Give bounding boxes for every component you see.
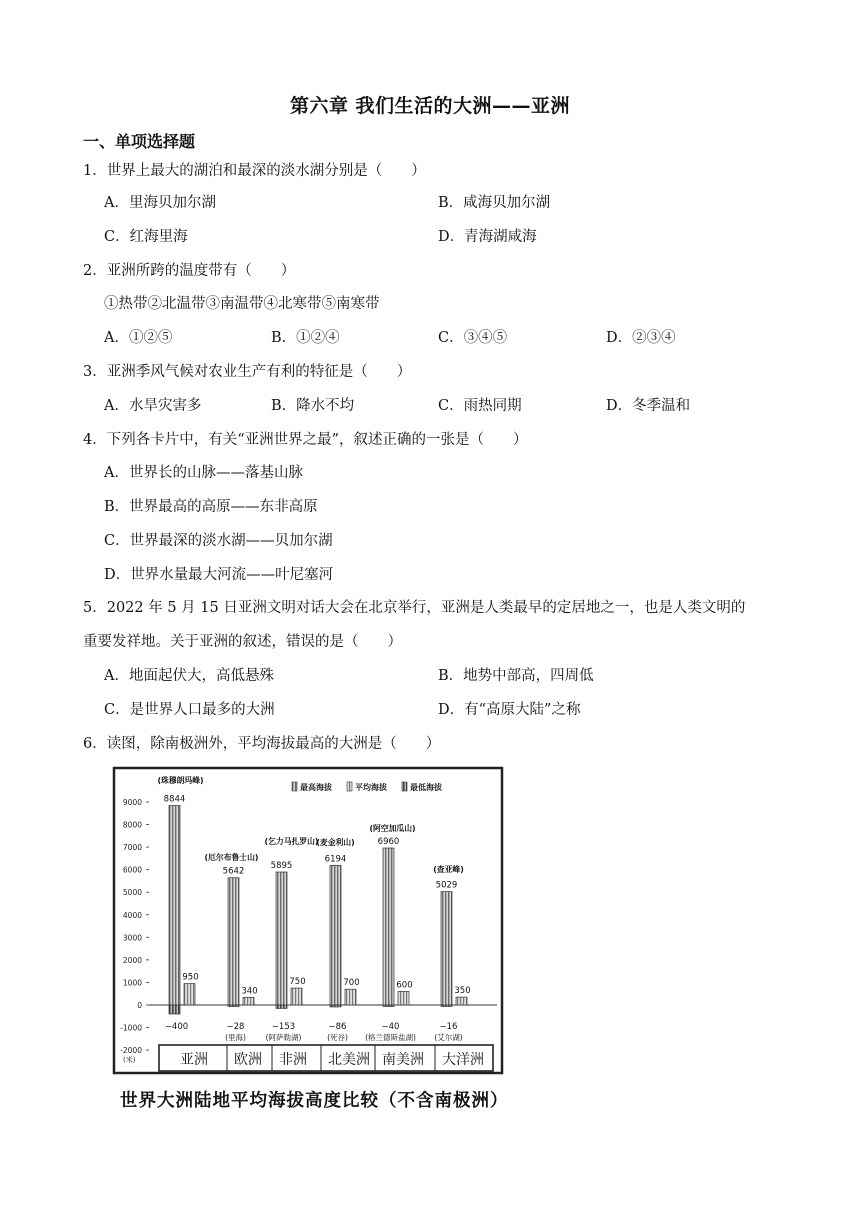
bar-avg-2 [291, 988, 302, 1005]
elevation-chart-svg [112, 765, 504, 1075]
legend-swatch [292, 782, 297, 791]
q3-option-b[interactable]: B．降水不均 [271, 398, 355, 414]
question-1-stem: 1．世界上最大的湖泊和最深的淡水湖分别是（ ） [83, 163, 426, 179]
q4-option-d[interactable]: D．世界水量最大河流——叶尼塞河 [104, 567, 334, 583]
label-max-value: 6194 [324, 854, 347, 865]
q5-option-a[interactable]: A．地面起伏大，高低悬殊 [104, 668, 274, 684]
label-max-place: (麦金利山) [316, 838, 355, 847]
label-avg-value: 600 [396, 980, 413, 991]
legend-label: 平均海拔 [355, 783, 387, 792]
q2-option-a[interactable]: A．①②⑤ [104, 330, 173, 346]
y-tick-label: 9000 [122, 798, 142, 807]
section-heading: 一、单项选择题 [83, 132, 196, 151]
category-label: 南美洲 [382, 1052, 424, 1068]
y-tick-label: 2000 [122, 955, 142, 965]
chart-caption: 世界大洲陆地平均海拔高度比较（不含南极洲） [120, 1091, 509, 1111]
question-5-stem-line1: 5．2022 年 5 月 15 日亚洲文明对话大会在北京举行，亚洲是人类最早的定居地之一，也是人类文明的 [83, 600, 746, 616]
y-tick-label: 1000 [122, 978, 142, 988]
q1-option-c[interactable]: C．红海里海 [104, 229, 188, 245]
bar-min-3 [330, 1005, 341, 1007]
bar-min-1 [228, 1005, 239, 1007]
bar-max-0 [169, 806, 180, 1005]
q4-option-a[interactable]: A．世界长的山脉——落基山脉 [104, 465, 303, 481]
q2-option-d[interactable]: D．②③④ [606, 330, 676, 346]
label-avg-value: 340 [241, 986, 258, 997]
legend-label: 最低海拔 [410, 783, 442, 792]
label-max-place: (珠穆朗玛峰) [157, 776, 204, 785]
q1-option-a[interactable]: A．里海贝加尔湖 [104, 195, 216, 211]
bar-max-3 [330, 865, 341, 1005]
page-title: 第六章 我们生活的大洲——亚洲 [289, 95, 571, 117]
bar-avg-4 [398, 991, 409, 1005]
q2-sub-items: ①热带②北温带③南温带④北寒带⑤南寒带 [104, 296, 380, 312]
label-max-value: 6960 [377, 837, 400, 848]
label-min-place: (死谷) [327, 1033, 348, 1042]
y-tick-label: 8000 [122, 820, 142, 830]
label-max-value: 5642 [222, 866, 245, 877]
label-avg-value: 750 [289, 977, 306, 988]
label-min-place: (艾尔湖) [434, 1033, 463, 1042]
question-5-stem-line2: 重要发祥地。关于亚洲的叙述，错误的是（ ） [83, 634, 402, 650]
elevation-chart [112, 765, 504, 1075]
q2-option-b[interactable]: B．①②④ [271, 330, 340, 346]
category-label: 亚洲 [180, 1052, 208, 1068]
bar-min-0 [169, 1005, 180, 1014]
question-4-stem: 4．下列各卡片中，有关“亚洲世界之最”，叙述正确的一张是（ ） [83, 432, 528, 448]
label-min-value: −86 [328, 1022, 347, 1032]
bar-max-1 [228, 878, 239, 1005]
legend-label: 最高海拔 [300, 783, 332, 792]
label-avg-value: 350 [454, 986, 471, 997]
q4-option-c[interactable]: C．世界最深的淡水湖——贝加尔湖 [104, 533, 333, 549]
category-label: 大洋洲 [442, 1052, 484, 1068]
y-tick-label: -1000 [120, 1023, 142, 1033]
y-tick-label: 7000 [122, 843, 142, 853]
q4-option-b[interactable]: B．世界最高的高原——东非高原 [104, 499, 318, 515]
y-tick-label: 3000 [122, 933, 142, 943]
label-max-value: 5029 [435, 880, 458, 891]
q1-option-b[interactable]: B．咸海贝加尔湖 [438, 195, 551, 211]
category-label: 欧洲 [234, 1052, 262, 1068]
bar-min-5 [441, 1005, 452, 1007]
bar-min-2 [276, 1005, 287, 1008]
bar-max-5 [441, 892, 452, 1005]
label-max-place: (乞力马扎罗山) [264, 837, 319, 846]
question-6-stem: 6．读图，除南极洲外，平均海拔最高的大洲是（ ） [83, 736, 441, 752]
q5-option-d[interactable]: D．有“高原大陆”之称 [438, 702, 581, 718]
label-avg-value: 700 [343, 978, 360, 989]
label-min-value: −400 [164, 1022, 189, 1032]
label-avg-value: 950 [182, 972, 199, 983]
label-min-value: −40 [381, 1022, 400, 1032]
label-max-value: 8844 [163, 794, 186, 805]
label-min-value: −153 [271, 1022, 296, 1032]
category-label: 非洲 [279, 1052, 307, 1068]
y-tick-label: -2000 [120, 1046, 142, 1056]
legend-swatch [402, 782, 407, 791]
question-3-stem: 3．亚洲季风气候对农业生产有利的特征是（ ） [83, 364, 412, 380]
label-max-value: 5895 [270, 861, 293, 872]
bar-min-4 [383, 1005, 394, 1007]
q2-option-c[interactable]: C．③④⑤ [438, 330, 508, 346]
bar-avg-5 [456, 997, 467, 1005]
q5-option-b[interactable]: B．地势中部高，四周低 [438, 668, 594, 684]
bar-avg-0 [184, 984, 195, 1005]
q5-option-c[interactable]: C．是世界人口最多的大洲 [104, 702, 275, 718]
q1-option-d[interactable]: D．青海湖咸海 [438, 229, 537, 245]
y-tick-label: 6000 [122, 865, 142, 875]
y-tick-label: 0 [137, 1001, 142, 1010]
label-min-place: (阿萨勒湖) [265, 1033, 302, 1042]
q3-option-c[interactable]: C．雨热同期 [438, 398, 522, 414]
label-max-place: (厄尔布鲁士山) [204, 853, 259, 862]
label-max-place: (阿空加瓜山) [369, 824, 416, 833]
y-tick-label: 5000 [122, 888, 142, 898]
question-2-stem: 2．亚洲所跨的温度带有（ ） [83, 263, 296, 279]
label-min-value: −16 [439, 1022, 458, 1032]
label-min-place: (里海) [225, 1033, 246, 1042]
category-label: 北美洲 [328, 1052, 370, 1068]
legend-swatch [347, 782, 352, 791]
y-axis-unit: (米) [123, 1056, 136, 1065]
y-tick-label: 4000 [122, 910, 142, 920]
label-max-place: (查亚峰) [433, 865, 464, 874]
bar-max-2 [276, 872, 287, 1005]
label-min-value: −28 [226, 1022, 245, 1032]
q3-option-d[interactable]: D．冬季温和 [606, 398, 691, 414]
bar-max-4 [383, 848, 394, 1005]
label-min-place: (格兰德斯盐湖) [365, 1033, 416, 1042]
bar-avg-1 [243, 997, 254, 1005]
q3-option-a[interactable]: A．水旱灾害多 [104, 398, 202, 414]
bar-avg-3 [345, 989, 356, 1005]
